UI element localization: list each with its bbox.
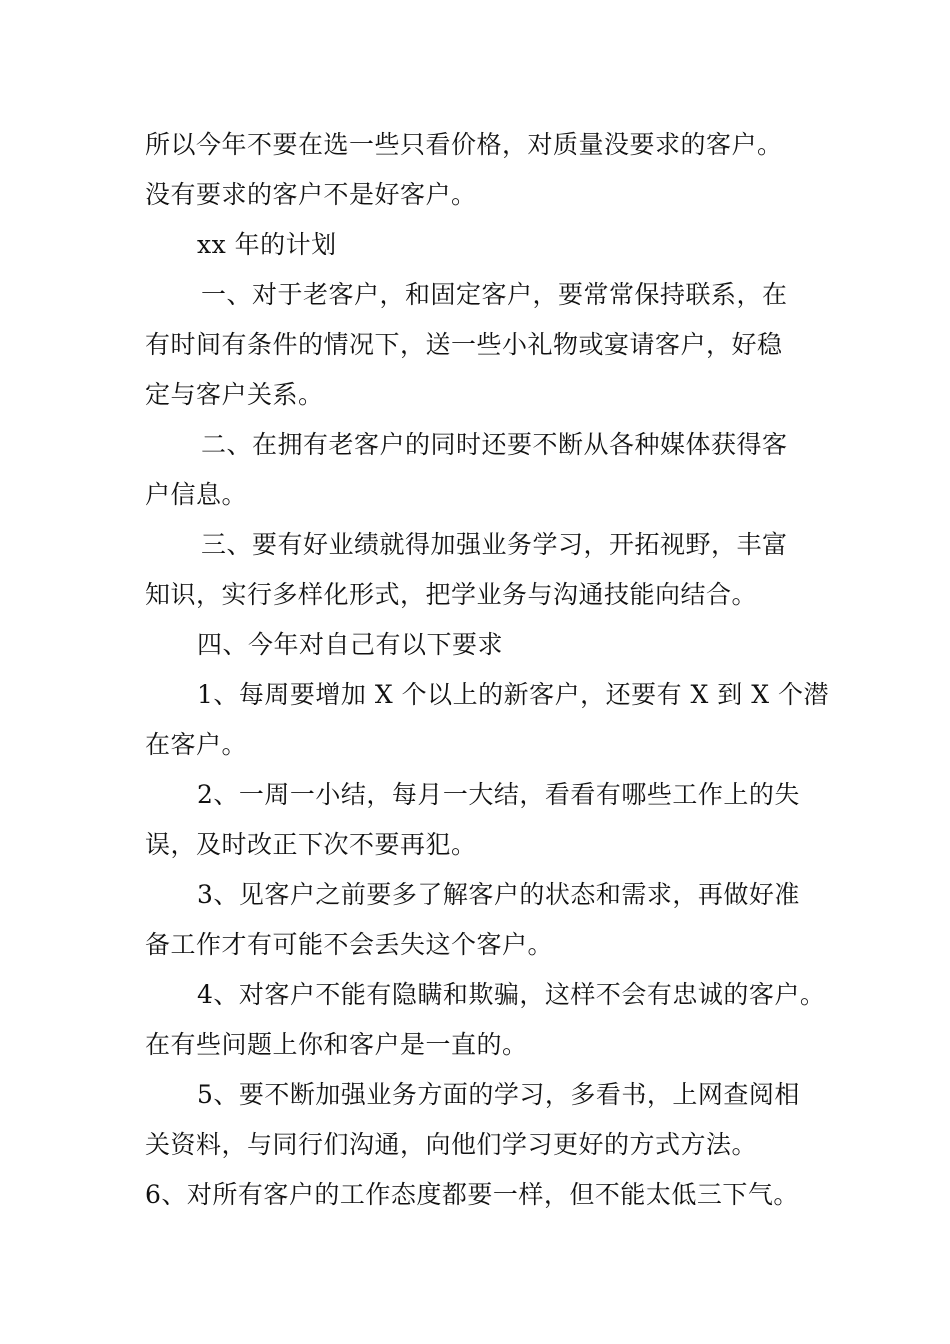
- text-line: 一、对于老客户，和固定客户，要常常保持联系，在: [201, 280, 788, 309]
- section-heading: xx 年的计划: [197, 230, 337, 259]
- text-line: 在有些问题上你和客户是一直的。: [145, 1030, 528, 1059]
- text-line: 定与客户关系。: [145, 380, 324, 409]
- text-line: 1、每周要增加 X 个以上的新客户，还要有 X 到 X 个潜: [197, 680, 829, 709]
- text-line: 四、今年对自己有以下要求: [197, 630, 504, 659]
- text-line: 6、对所有客户的工作态度都要一样，但不能太低三下气。: [145, 1180, 799, 1209]
- text-line: 没有要求的客户不是好客户。: [145, 180, 477, 209]
- text-line: 所以今年不要在选一些只看价格，对质量没要求的客户。: [145, 130, 783, 159]
- text-line: 5、要不断加强业务方面的学习，多看书，上网查阅相: [197, 1080, 800, 1109]
- text-line: 4、对客户不能有隐瞒和欺骗，这样不会有忠诚的客户。: [197, 980, 826, 1009]
- text-line: 备工作才有可能不会丢失这个客户。: [145, 930, 554, 959]
- text-line: 关资料，与同行们沟通，向他们学习更好的方式方法。: [145, 1130, 758, 1159]
- text-line: 误，及时改正下次不要再犯。: [145, 830, 477, 859]
- text-line: 2、一周一小结，每月一大结，看看有哪些工作上的失: [197, 780, 800, 809]
- text-line: 3、见客户之前要多了解客户的状态和需求，再做好准: [197, 880, 800, 909]
- text-line: 在客户。: [145, 730, 248, 759]
- text-line: 户信息。: [145, 480, 248, 509]
- text-line: 二、在拥有老客户的同时还要不断从各种媒体获得客: [201, 430, 788, 459]
- text-line: 三、要有好业绩就得加强业务学习，开拓视野，丰富: [201, 530, 788, 559]
- text-line: 有时间有条件的情况下，送一些小礼物或宴请客户，好稳: [145, 330, 783, 359]
- text-line: 知识，实行多样化形式，把学业务与沟通技能向结合。: [145, 580, 758, 609]
